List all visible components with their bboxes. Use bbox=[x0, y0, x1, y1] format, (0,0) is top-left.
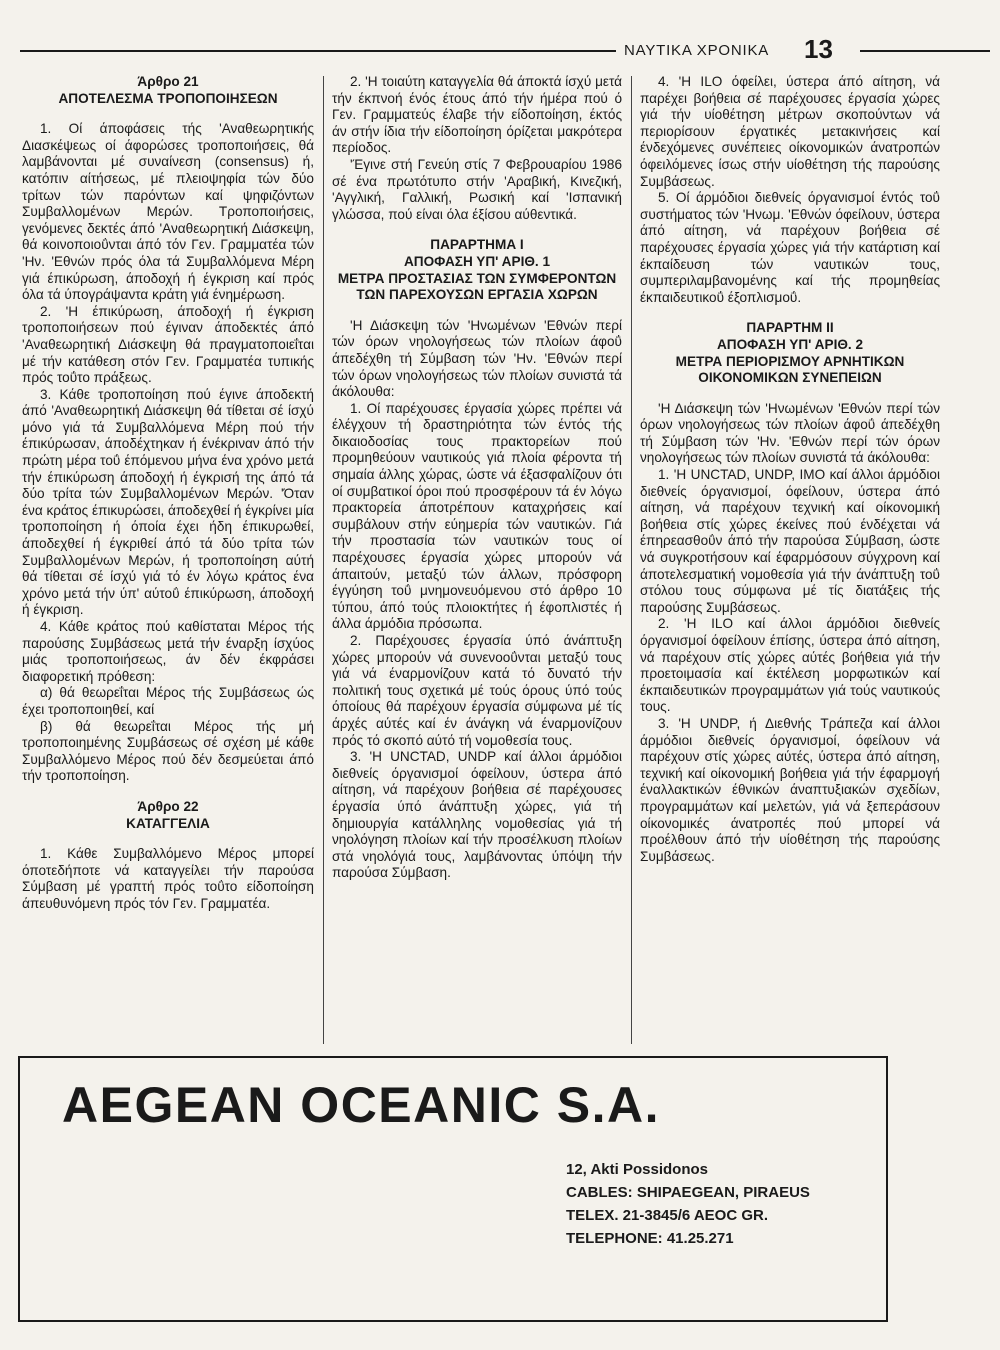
paragraph: 2. Παρέχουσες έργασία ύπό άνάπτυξη χώρες μπορούν νά συνενοοΰνται μεταξύ τους γιά νά έναρμονίζουν κατά τό δυνατό τήν πολιτική τους σχετικά μέ τούς όρους ύπό τούς όποίους θά παρέχουν έργασία σύμφωνα μέ τίς άρχές αύτές καί έν άνάγκη νά έναρμονίζουν πρός τό σκοπό αύτό τή νομοθεσία τους. bbox=[332, 633, 622, 748]
article-21-title: Άρθρο 21 bbox=[137, 74, 199, 89]
column-2 bbox=[332, 74, 622, 882]
company-cables: CABLES: SHIPAEGEAN, PIRAEUS bbox=[566, 1184, 810, 1201]
paragraph: 1. Οί άποφάσεις τής 'Αναθεωρητικής Διασκέψεως οί άφορώσες τροποποιήσεις, θά λαμβάνονται μέ συναίνεση (consensus) ή, κατόπιν αίτήσεως, μέ πλειοψηφία τών δύο τρίτων τών παρόντων καί ψηφιζόντων Συμβαλλομένων Μερών. Τροποποιήσεις, γενόμενες δεκτές άπό 'Αναθεωρητική Διάσκεψη, θά κοινοποιοΰνται άπό τόν Γεν. Γραμματέα τών 'Ην. 'Εθνών πρός όλα τά Συμβαλλόμενα Μέρη γιά έπικύρωση, άποδοχή ή έγκριση καί πρός όλα τά ύπογράψαντα κράτη γιά ένημέρωση. bbox=[22, 121, 314, 303]
column-divider bbox=[323, 76, 324, 1044]
advertisement-box bbox=[18, 1056, 888, 1322]
decision-2-title: ΑΠΟΦΑΣΗ ΥΠ' ΑΡΙΘ. 2 bbox=[716, 336, 864, 352]
paragraph: β) θά θεωρεΐται Μέρος τής μή τροποποιημένης Συμβάσεως σέ σχέση μέ κάθε Συμβαλλόμενο Μέρος πού δέν δεσμεύεται άπό τήν τροποποίηση. bbox=[22, 718, 314, 784]
column-3 bbox=[640, 74, 940, 865]
column-1 bbox=[22, 74, 314, 913]
paragraph: 'Η Διάσκεψη τών 'Ηνωμένων 'Εθνών περί τών όρων νηολογήσεως τών πλοίων άφοΰ άπεδέχθη τή Σύμβαση τών 'Ην. 'Εθνών περί τών όρων νηολογήσεως τών πλοίων συνιστά τά άκόλουθα: bbox=[640, 400, 940, 466]
paragraph: 3. Κάθε τροποποίηση πού έγινε άποδεκτή άπό 'Αναθεωρητική Διάσκεψη θά τίθεται σέ ίσχύ μόνο γιά τά Συμβαλλόμενα Μέρη πού τήν έπικύρωσαν, άποδέχτηκαν ή ένέκριναν άπό τήν πρώτη μέρα τοΰ έπόμενου μήνα ένα χρόνο μετά τήν έπικύρωση άποδοχή ή έγκρισή της άπό τά δύο τρίτα τών Συμβαλλομένων Μερών. 'Όταν ένα κράτος έπικυρώσει, άποδεχθεί ή έγκρίνει μία τροποποίηση ή όποία έχει ήδη έπικυρωθεί, άποδεχθεί ή έγκριθεί άπό τά δύο τρίτα τών Συμβαλλομένων Μερών, ή τροποποίηση αύτή θά τίθεται σέ ίσχύ γιά τό έν λόγω κράτος ένα χρόνο μετά τήν ύπ' αύτοΰ έπικύρωση, άποδοχή ή έγκριση. bbox=[22, 386, 314, 618]
paragraph: 4. 'Η ILO όφείλει, ύστερα άπό αίτηση, νά παρέχει βοήθεια σέ παρέχουσες έργασία χώρες γιά τήν υίοθέτηση μέτρων σκοπούντων νά περιορίσουν έργατικές μετακινήσεις καί ένδεχόμενες συνέπειες οίκονομικών άνατροπών όφειλόμενες ίσως στήν υίοθέτηση τής παρούσης Συμβάσεως. bbox=[640, 74, 940, 189]
paragraph: 3. 'Η UNDP, ή Διεθνής Τράπεζα καί άλλοι άρμόδιοι διεθνείς όργανισμοί, όφείλουν νά παρέχουν στίς χώρες αύτές, ύστερα άπό αίτηση, τεχνική καί οίκονομική βοήθεια γιά τήν έφαρμογή έναλλακτικών έθνικών άναπτυξιακών σχεδίων, προγραμμάτων καί μελετών, γιά νά ξεπεράσουν οίκονομικές άνατροπές πού μπορεί νά προέλθουν άπό τήν υίοθέτηση τής παρούσης Συμβάσεως. bbox=[640, 715, 940, 864]
company-address: 12, Akti Possidonos bbox=[566, 1161, 708, 1178]
article-22-title: Άρθρο 22 bbox=[137, 798, 199, 814]
article-22-subtitle: ΚΑΤΑΓΓΕΛΙΑ bbox=[126, 815, 210, 831]
magazine-title: ΝΑΥΤΙΚΑ ΧΡΟΝΙΚΑ bbox=[624, 42, 770, 59]
decision-2-subject: ΜΕΤΡΑ ΠΕΡΙΟΡΙΣΜΟΥ ΑΡΝΗΤΙΚΩΝ ΟΙΚΟΝΟΜΙΚΩΝ ΣΥΝΕΠΕΙΩΝ bbox=[675, 353, 905, 386]
paragraph: 3. 'Η UNCTAD, UNDP καί άλλοι άρμόδιοι διεθνείς όργανισμοί όφείλουν, ύστερα άπό αίτηση, νά παρέχουν βοήθεια σέ παρέχουσες έργασία ύπό άνάπτυξη χώρες, γιά τή δημιουργία κατάλληλης νομοθεσίας γιά τή νηολόγηση πλοίων καί τήν προσέλκυση πλοίων στά νηολόγιά τους, λαμβάνοντας ύπόψη τήν παρούσα Σύμβαση. bbox=[332, 749, 622, 881]
header-rule-right bbox=[860, 50, 990, 52]
page-header bbox=[20, 36, 990, 66]
decision-1-subject: ΜΕΤΡΑ ΠΡΟΣΤΑΣΙΑΣ ΤΩΝ ΣΥΜΦΕΡΟΝΤΩΝ ΤΩΝ ΠΑΡΕΧΟΥΣΩΝ ΕΡΓΑΣΙΑ ΧΩΡΩΝ bbox=[337, 270, 617, 303]
paragraph: 'Η Διάσκεψη τών 'Ηνωμένων 'Εθνών περί τών όρων νηολογήσεως τών πλοίων άφοΰ άπεδέχθη τή Σύμβαση τών 'Ην. 'Εθνών περί τών όρων νηολογήσεως τών πλοίων συνιστά τά άκόλουθα: bbox=[332, 317, 622, 400]
annex-1-title: ΠΑΡΑΡΤΗΜΑ Ι bbox=[430, 237, 524, 253]
company-contact bbox=[566, 1158, 810, 1250]
paragraph: 'Έγινε στή Γενεύη στίς 7 Φεβρουαρίου 1986 σέ ένα πρωτότυπο στήν 'Αραβική, Κινεζική, 'Αγγλική, Γαλλική, Ρωσική καί 'Ισπανική γλώσσα, πού είναι όλα έξίσου αύθεντικά. bbox=[332, 156, 622, 222]
paragraph: 1. Κάθε Συμβαλλόμενο Μέρος μπορεί όποτεδήποτε νά καταγγείλει τήν παρούσα Σύμβαση μέ γραπτή πρός τοΰτο είδοποίηση άπευθυνόμενη πρός τόν Γεν. Γραμματέα. bbox=[22, 846, 314, 911]
page-number: 13 bbox=[804, 34, 833, 64]
paragraph: 4. Κάθε κράτος πού καθίσταται Μέρος τής παρούσης Συμβάσεως μετά τήν έναρξη ίσχύος μιάς τροποποιήσεως, άν δέν έκφράσει διαφορετική πρόθεση: bbox=[22, 619, 314, 684]
paragraph: 5. Οί άρμόδιοι διεθνείς όργανισμοί έντός τοΰ συστήματος τών 'Ηνωμ. 'Εθνών όφείλουν, ύστερα άπό αίτηση, νά παρέχουν βοήθεια σέ παρέχουσες έργασία χώρες γιά τήν κατάρτιση καί έκπαίδευση τών ναυτικών τους, συμπεριλαμβανομένης καί τής προμηθείας έκπαιδευτικοΰ έξοπλισμοΰ. bbox=[640, 190, 940, 305]
paragraph: α) θά θεωρεΐται Μέρος τής Συμβάσεως ώς έχει τροποποιηθεί, καί bbox=[22, 685, 314, 717]
company-name: AEGEAN OCEANIC S.A. bbox=[62, 1077, 661, 1133]
decision-1-title: ΑΠΟΦΑΣΗ ΥΠ' ΑΡΙΘ. 1 bbox=[403, 253, 551, 269]
column-divider bbox=[631, 76, 632, 1044]
company-telephone: TELEPHONE: 41.25.271 bbox=[566, 1230, 734, 1247]
company-telex: TELEX. 21-3845/6 AEOC GR. bbox=[566, 1207, 769, 1224]
header-rule-left bbox=[20, 50, 616, 52]
paragraph: 1. Οί παρέχουσες έργασία χώρες πρέπει νά έλέγχουν τή δραστηριότητα τών έντός τής δικαιοδοσίας τους πρακτορείων πού προμηθεύουν ναυτικούς γιά πλοία φέροντα τή σημαία άλλης χώρας, ώστε νά έξασφαλίζουν ότι οί συμβατικοί όροι πού προσφέρουν τά έν λόγω πρακτορεία άποτρέπουν καταχρήσεις καί συμβάλουν στήν εύημερία τών ναυτικών. Γιά τήν προστασία τών ναυτικών τους οί παρέχουσες έργασία χώρες μπορούν νά άπαιτούν, μεταξύ τών άλλων, πρόσφορη έγγύηση τοΰ μνημονευόμενου στό άρθρο 10 τύπου, άπό τούς πλοιοκτήτες ή έφοπλιστές ή άλλα άρμόδια πρόσωπα. bbox=[332, 400, 622, 632]
paragraph: 1. 'Η UNCTAD, UNDP, IMO καί άλλοι άρμόδιοι διεθνείς όργανισμοί, όφείλουν, ύστερα άπό αίτηση, νά παρέχουν τεχνική καί οίκονομική βοήθεια στίς χώρες έκείνες πού ένδέχεται νά έπηρεασθοΰν άπό τήν παρούσα Σύμβαση, ώστε νά συγκροτήσουν καί έφαρμόσουν σύγχρονη καί άποτελεσματική νομοθεσία γιά τήν άνάπτυξη τοΰ στόλου τους σύμφωνα μέ τίς διατάξεις τής παρούσης Συμβάσεως. bbox=[640, 467, 940, 615]
annex-2-title: ΠΑΡΑΡΤΗΜ ΙΙ bbox=[746, 320, 834, 336]
paragraph: 2. 'Η έπικύρωση, άποδοχή ή έγκριση τροποποιήσεων πού έγιναν άποδεκτές άπό 'Αναθεωρητική Διάσκεψη θά πραγματοποιεΐται μέ τήν κατάθεση στόν Γεν. Γραμματέα τυπικής πρός τοΰτο πράξεως. bbox=[22, 303, 314, 386]
paragraph: 2. 'Η τοιαύτη καταγγελία θά άποκτά ίσχύ μετά τήν έκπνοή ένός έτους άπό τήν ήμέρα πού ό Γεν. Γραμματεύς έλαβε τήν είδοποίηση, έκτός άν στήν ίδια τήν είδοποίηση όρίζεται μακρότερα περίοδος. bbox=[332, 74, 622, 156]
paragraph: 2. 'Η ILO καί άλλοι άρμόδιοι διεθνείς όργανισμοί όφείλουν έπίσης, ύστερα άπό αίτηση, νά παρέχουν στίς χώρες αύτές βοήθεια γιά τήν προετοιμασία καί έκτέλεση μορφωτικών καί έκπαιδευτικών προγραμμάτων γιά τούς ναυτικούς τους. bbox=[640, 616, 940, 715]
article-21-subtitle: ΑΠΟΤΕΛΕΣΜΑ ΤΡΟΠΟΠΟΙΗΣΕΩΝ bbox=[58, 90, 278, 106]
